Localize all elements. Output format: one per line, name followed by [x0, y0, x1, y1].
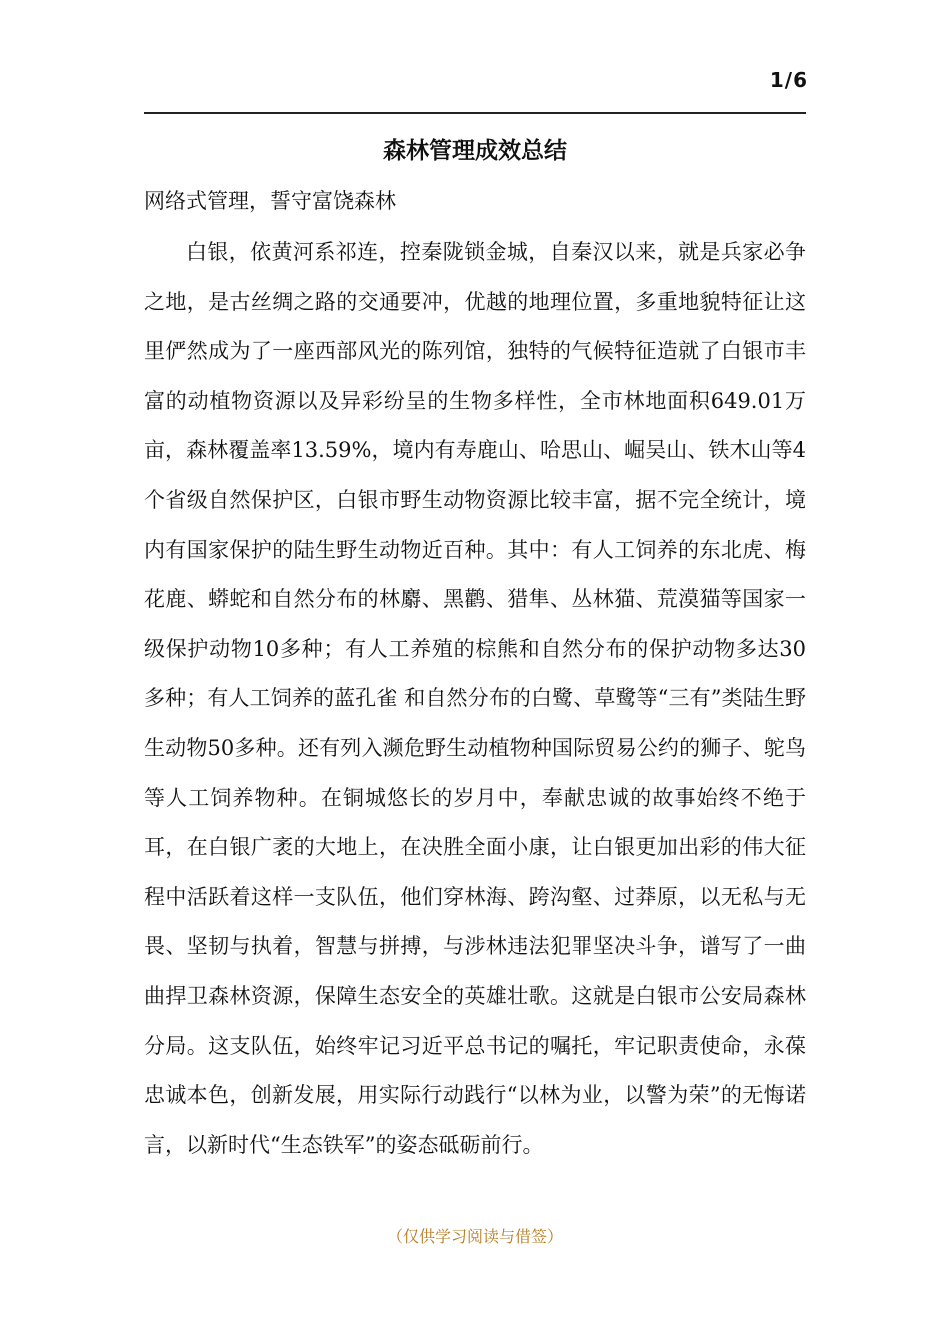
header-divider — [144, 112, 806, 114]
document-subtitle: 网络式管理，誓守富饶森林 — [144, 189, 396, 213]
footer-note: （仅供学习阅读与借签） — [386, 1227, 563, 1246]
body-paragraph: 白银，依黄河系祁连，控秦陇锁金城，自秦汉以来，就是兵家必争之地，是古丝绸之路的交通要冲，优越的地理位置，多重地貌特征让这里俨然成为了一座西部风光的陈列馆，独特的气候特征造就了白银市丰富的动植物资源以及异彩纷呈的生物多样性，全市林地面积649.01万亩，森林覆盖率13.59%，境内有寿鹿山、哈思山、崛吴山、铁木山等4个省级自然保护区，白银市野生动物资源比较丰富，据不完全统计，境内有国家保护的陆生野生动物近百种。其中：有人工饲养的东北虎、梅花鹿、蟒蛇和自然分布的林麝、黑鹳、猎隼、丛林猫、荒漠猫等国家一级保护动物10多种；有人工养殖的棕熊和自然分布的保护动物多达30多种；有人工饲养的蓝孔雀 和自然分布的白鹭、草鹭等“三有”类陆生野生动物50多种。还有列入濒危野生动植物种国际贸易公约的狮子、鸵鸟等人工饲养物种。在铜城悠长的岁月中，奉献忠诚的故事始终不绝于耳，在白银广袤的大地上，在决胜全面小康，让白银更加出彩的伟大征程中活跃着这样一支队伍，他们穿林海、跨沟壑、过莽原，以无私与无畏、坚韧与执着，智慧与拼搏，与涉林违法犯罪坚决斗争，谱写了一曲曲捍卫森林资源，保障生态安全的英雄壮歌。这就是白银市公安局森林分局。这支队伍，始终牢记习近平总书记的嘱托，牢记职责使命，永葆忠诚本色，创新发展，用实际行动践行“以林为业，以警为荣”的无悔诺言，以新时代“生态铁军”的姿态砥砺前行。 — [144, 240, 806, 1157]
page-number: 1/6 — [769, 68, 808, 92]
document-title: 森林管理成效总结 — [383, 137, 567, 164]
